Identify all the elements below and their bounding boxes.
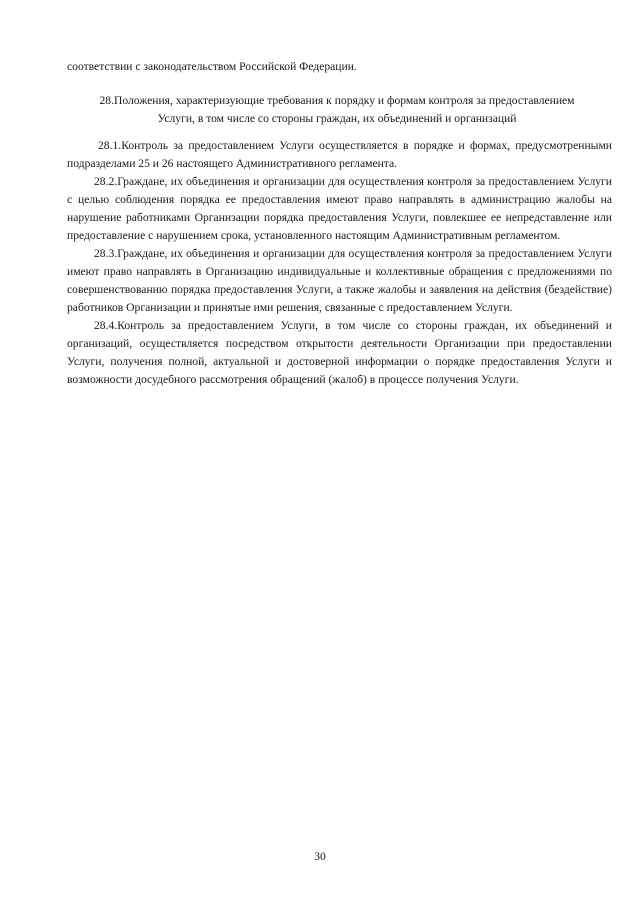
continuation-text: соответствии с законодательством Российской Федерации. <box>67 60 357 73</box>
body-text <box>67 137 612 389</box>
paragraph-28-3: 28.3.Граждане, их объединения и организации для осуществления контроля за предоставлением Услуги имеют право направлять в Организацию индивидуальные и коллективные обращения с предложениями по совершенствованию порядка предоставления Услуги, а также жалобы и заявления на действия (бездействие) работников Организации и принятые ими решения, связанные с предоставлением Услуги. <box>67 247 612 314</box>
section-heading <box>62 92 612 128</box>
paragraph-28-4: 28.4.Контроль за предоставлением Услуги, в том числе со стороны граждан, их объединений и организаций, осуществляется посредством открытости деятельности Организации при предоставлении Услуги, получения полной, актуальной и достоверной информации о порядке предоставления Услуги и возможности досудебного рассмотрения обращений (жалоб) в процессе получения Услуги. <box>67 319 612 386</box>
paragraph-28-1: 28.1.Контроль за предоставлением Услуги осуществляется в порядке и формах, предусмотренными подразделами 25 и 26 настоящего Административного регламента. <box>67 139 612 170</box>
paragraph-28-2: 28.2.Граждане, их объединения и организации для осуществления контроля за предоставлением Услуги с целью соблюдения порядка ее предоставления имеют право направлять в администрацию жалобы на нарушение работниками Организации порядка предоставления Услуги, повлекшее ее непредставление или предоставление с нарушением срока, установленного настоящим Административным регламентом. <box>67 175 612 242</box>
section-heading-line-1: 28.Положения, характеризующие требования к порядку и формам контроля за предоставлением <box>99 94 575 107</box>
page-number: 30 <box>314 850 326 863</box>
section-heading-line-2: Услуги, в том числе со стороны граждан, их объединений и организаций <box>157 112 517 125</box>
